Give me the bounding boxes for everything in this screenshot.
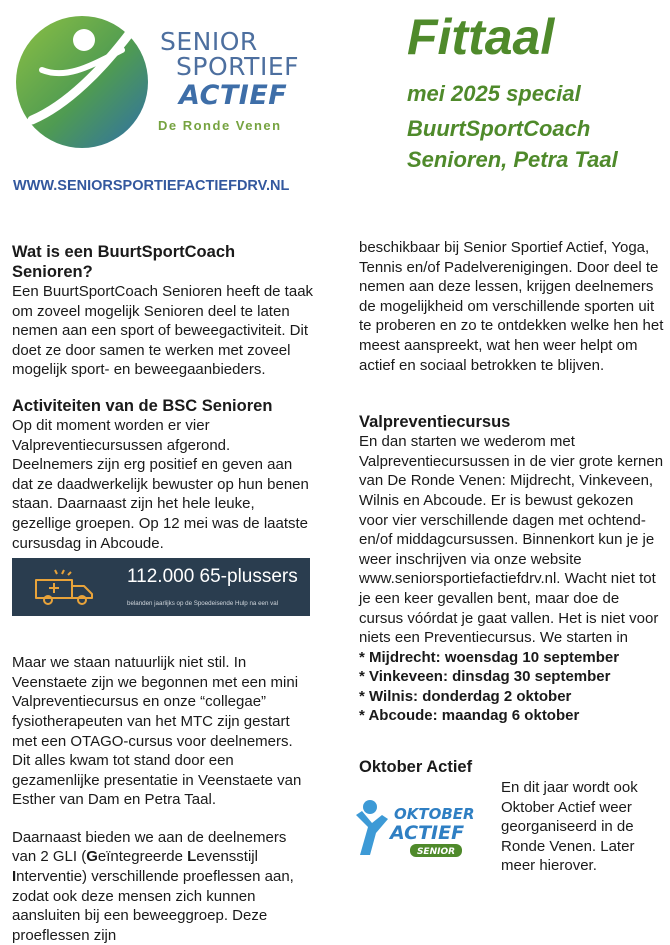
section-heading-valpreventie: Valpreventiecursus [359, 413, 511, 432]
logo-text-senior: SENIOR [160, 27, 258, 56]
right-column [359, 238, 665, 726]
section-heading-activiteiten: Activiteiten van de BSC Senioren [12, 396, 273, 415]
svg-text:ACTIEF: ACTIEF [390, 822, 465, 844]
paragraph-continuation: beschikbaar bij Senior Sportief Actief, Yoga, Tennis en/of Padelverenigingen. Door deel te nemen aan deze lessen, krijgen deelnemers de mogelijkheid om verschillende sporten uit te proberen en zo te ontdekken welke hen het meest aanspreekt, wat hen weer helpt om actief en sociaal betrokken te blijven. [359, 239, 664, 374]
session-item: * Vinkeveen: dinsdag 30 september [359, 668, 611, 686]
newsletter-subtitle-author: Senioren, Petra Taal [407, 147, 618, 172]
section-heading-oktober: Oktober Actief [359, 758, 473, 776]
running-figure-icon [356, 800, 388, 855]
section-text-bsc: Een BuurtSportCoach Senioren heeft de taak om zoveel mogelijk Senioren deel te laten nemen aan een sport of beweegactiviteit. Dit doet ze door samen te werken met zoveel mogelijk sport- en beweegaanbieders. [12, 283, 314, 379]
paragraph-veenstaete: Maar we staan natuurlijk niet stil. In Veenstaete zijn we begonnen met een mini Valpreventiecursus en onze “collegae” fysiotherapeuten van het MTC zijn gestart met een OTAGO-cursus voor deelnemers. Dit alles kwam tot stand door een gezamenlijke presentatie in Veenstaete van Esther van Dam en Petra Taal. [12, 654, 302, 809]
stat-banner [12, 558, 310, 616]
section-text-valpreventie: En dan starten we wederom met Valpreventiecursussen in de vier grote kernen van De Ronde Venen: Mijdrecht, Vinkeveen, Wilnis en Abcoude. Er is bewust gekozen voor vier verschillende dagen met ochtend- en/of middagcursussen. Binnenkort kun je je weer inschrijven via onze website www.seniorsportiefactiefdrv.nl. Wacht niet tot je een keer gevallen bent, maar doe de cursus vóórdat je gaat vallen. Het is niet voor niets een Preventiecursus. We starten in [359, 433, 664, 647]
logo-subtitle: De Ronde Venen [158, 118, 282, 133]
logo-text-actief: ACTIEF [179, 80, 288, 111]
logo-text-sportief: SPORTIEF [176, 52, 299, 81]
session-item: * Wilnis: donderdag 2 oktober [359, 687, 572, 705]
section-heading-bsc: Wat is een BuurtSportCoach Senioren? [12, 243, 236, 281]
svg-text:SENIOR: SENIOR [416, 847, 456, 857]
svg-text:OKTOBER: OKTOBER [394, 805, 475, 823]
stat-caption: belanden jaarlijks op de Spoedeisende Hulp na een val [127, 600, 279, 608]
left-column [12, 242, 314, 945]
paragraph-gli: Daarnaast bieden we aan de deelnemers van 2 GLI (Geïntegreerde Levensstijl Interventie) verschillende proeflessen aan, zodat ook deze mensen zich kunnen aansluiten bij een beweeggroep. Deze proeflessen zijn [12, 828, 294, 944]
stat-number: 112.000 65-plussers [127, 566, 298, 588]
session-item: * Mijdrecht: woensdag 10 september [359, 648, 620, 666]
newsletter-subtitle-edition: mei 2025 special [407, 81, 581, 106]
section-text-activiteiten: Op dit moment worden er vier Valpreventiecursussen afgerond. Deelnemers zijn erg positief en geven aan dat ze daadwerkelijk bewuster op hun benen staan. Daarnaast zijn het hele leuke, gezellige groepen. Op 12 mei was de laatste cursusdag in Abcoude. [12, 416, 309, 552]
newsletter-title: Fittaal [407, 9, 555, 65]
ambulance-icon [34, 568, 100, 608]
session-item: * Abcoude: maandag 6 oktober [359, 707, 580, 725]
oktober-actief-logo [354, 797, 480, 861]
oktober-text: En dit jaar wordt ook Oktober Actief weer georganiseerd in de Ronde Venen. Later meer hierover. [501, 779, 638, 875]
website-link[interactable]: WWW.SENIORSPORTIEFACTIEFDRV.NL [13, 178, 290, 194]
newsletter-subtitle-topic: BuurtSportCoach [407, 116, 591, 141]
senior-sportief-actief-logo-icon [12, 10, 156, 154]
session-list [359, 648, 665, 726]
